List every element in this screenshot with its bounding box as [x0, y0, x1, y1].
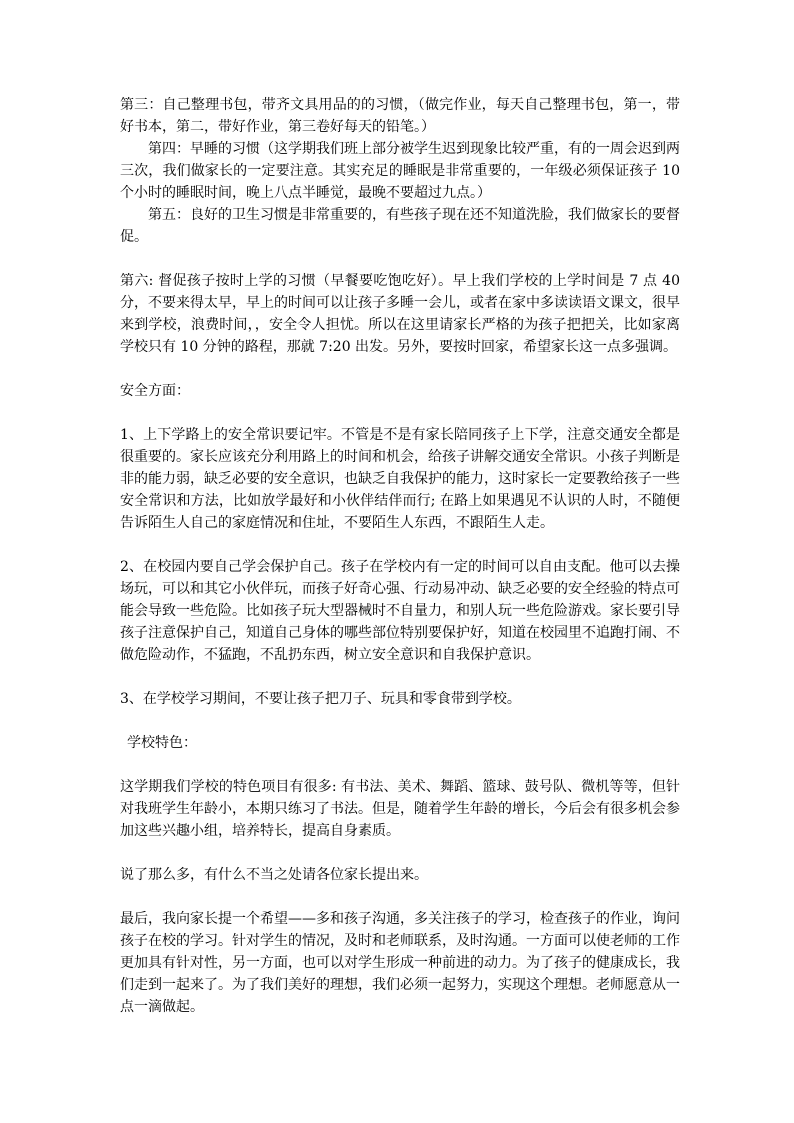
paragraph-safety-2: 2、在校园内要自己学会保护自己。孩子在学校内有一定的时间可以自由支配。他可以去操场玩，可以和其它小伙伴玩，而孩子好奇心强、行动易冲动、缺乏必要的安全经验的特点可能会导致一些危险。比如孩子玩大型器械时不自量力，和别人玩一些危险游戏。家长要引导孩子注意保护自己，知道自己身体的哪些部位特别要保护好，知道在校园里不追跑打闹、不做危险动作，不猛跑，不乱扔东西，树立安全意识和自我保护意识。: [120, 559, 680, 663]
paragraph-habit-4: 第四：早睡的习惯（这学期我们班上部分被学生迟到现象比较严重，有的一周会迟到两三次，我们做家长的一定要注意。其实充足的睡眠是非常重要的，一年级必须保证孩子 10 个小时的睡眠时间，晚上八点半睡觉，最晚不要超过九点。）: [120, 141, 680, 201]
paragraph-habit-3: 第三：自己整理书包，带齐文具用品的的习惯，（做完作业，每天自己整理书包，第一，带好书本，第二，带好作业，第三卷好每天的铅笔。）: [120, 97, 680, 135]
document-body: [120, 94, 680, 1018]
paragraph-spacer: [120, 402, 680, 424]
paragraph-spacer: [120, 754, 680, 776]
paragraph-spacer: [120, 358, 680, 380]
paragraph-spacer: [120, 842, 680, 864]
paragraph-spacer: [120, 666, 680, 688]
section-heading-school-features: 学校特色：: [127, 735, 197, 751]
paragraph-spacer: [120, 710, 680, 732]
paragraph-spacer: [120, 248, 680, 270]
paragraph-spacer: [120, 886, 680, 908]
paragraph-school-features: 这学期我们学校的特色项目有很多: 有书法、美术、舞蹈、篮球、鼓号队、微机等等，但针对我班学生年龄小，本期只练习了书法。但是，随着学生年龄的增长，今后会有很多机会参加这些兴趣小组，培养特长，提高自身素质。: [120, 779, 680, 839]
paragraph-feedback-request: 说了那么多，有什么不当之处请各位家长提出来。: [120, 867, 428, 883]
paragraph-closing: 最后，我向家长提一个希望——多和孩子沟通，多关注孩子的学习，检查孩子的作业，询问孩子在校的学习。针对学生的情况，及时和老师联系，及时沟通。一方面可以使老师的工作更加具有针对性，另一方面，也可以对学生形成一种前进的动力。为了孩子的健康成长，我们走到一起来了。为了我们美好的理想，我们必须一起努力，实现这个理想。老师愿意从一点一滴做起。: [120, 911, 680, 1015]
section-heading-safety: 安全方面：: [120, 383, 190, 399]
paragraph-safety-1: 1、上下学路上的安全常识要记牢。不管是不是有家长陪同孩子上下学，注意交通安全都是很重要的。家长应该充分利用路上的时间和机会，给孩子讲解交通安全常识。小孩子判断是非的能力弱，缺乏必要的安全意识，也缺乏自我保护的能力，这时家长一定要教给孩子一些安全常识和方法，比如放学最好和小伙伴结伴而行; 在路上如果遇见不认识的人时，不随便告诉陌生人自己的家庭情况和住址，不要陌生人东西，不跟陌生人走。: [120, 427, 680, 531]
paragraph-spacer: [120, 534, 680, 556]
paragraph-habit-5: 第五：良好的卫生习惯是非常重要的，有些孩子现在还不知道洗脸，我们做家长的要督促。: [120, 207, 680, 245]
paragraph-habit-6: 第六: 督促孩子按时上学的习惯（早餐要吃饱吃好）。早上我们学校的上学时间是 7 点 40 分，不要来得太早，早上的时间可以让孩子多睡一会儿，或者在家中多读读语文课文，很早来到学校，浪费时间，，安全令人担忧。所以在这里请家长严格的为孩子把把关，比如家离学校只有 10 分钟的路程，那就 7:20 出发。另外，要按时回家，希望家长这一点多强调。: [120, 273, 680, 355]
paragraph-safety-3: 3、在学校学习期间，不要让孩子把刀子、玩具和零食带到学校。: [120, 691, 521, 707]
